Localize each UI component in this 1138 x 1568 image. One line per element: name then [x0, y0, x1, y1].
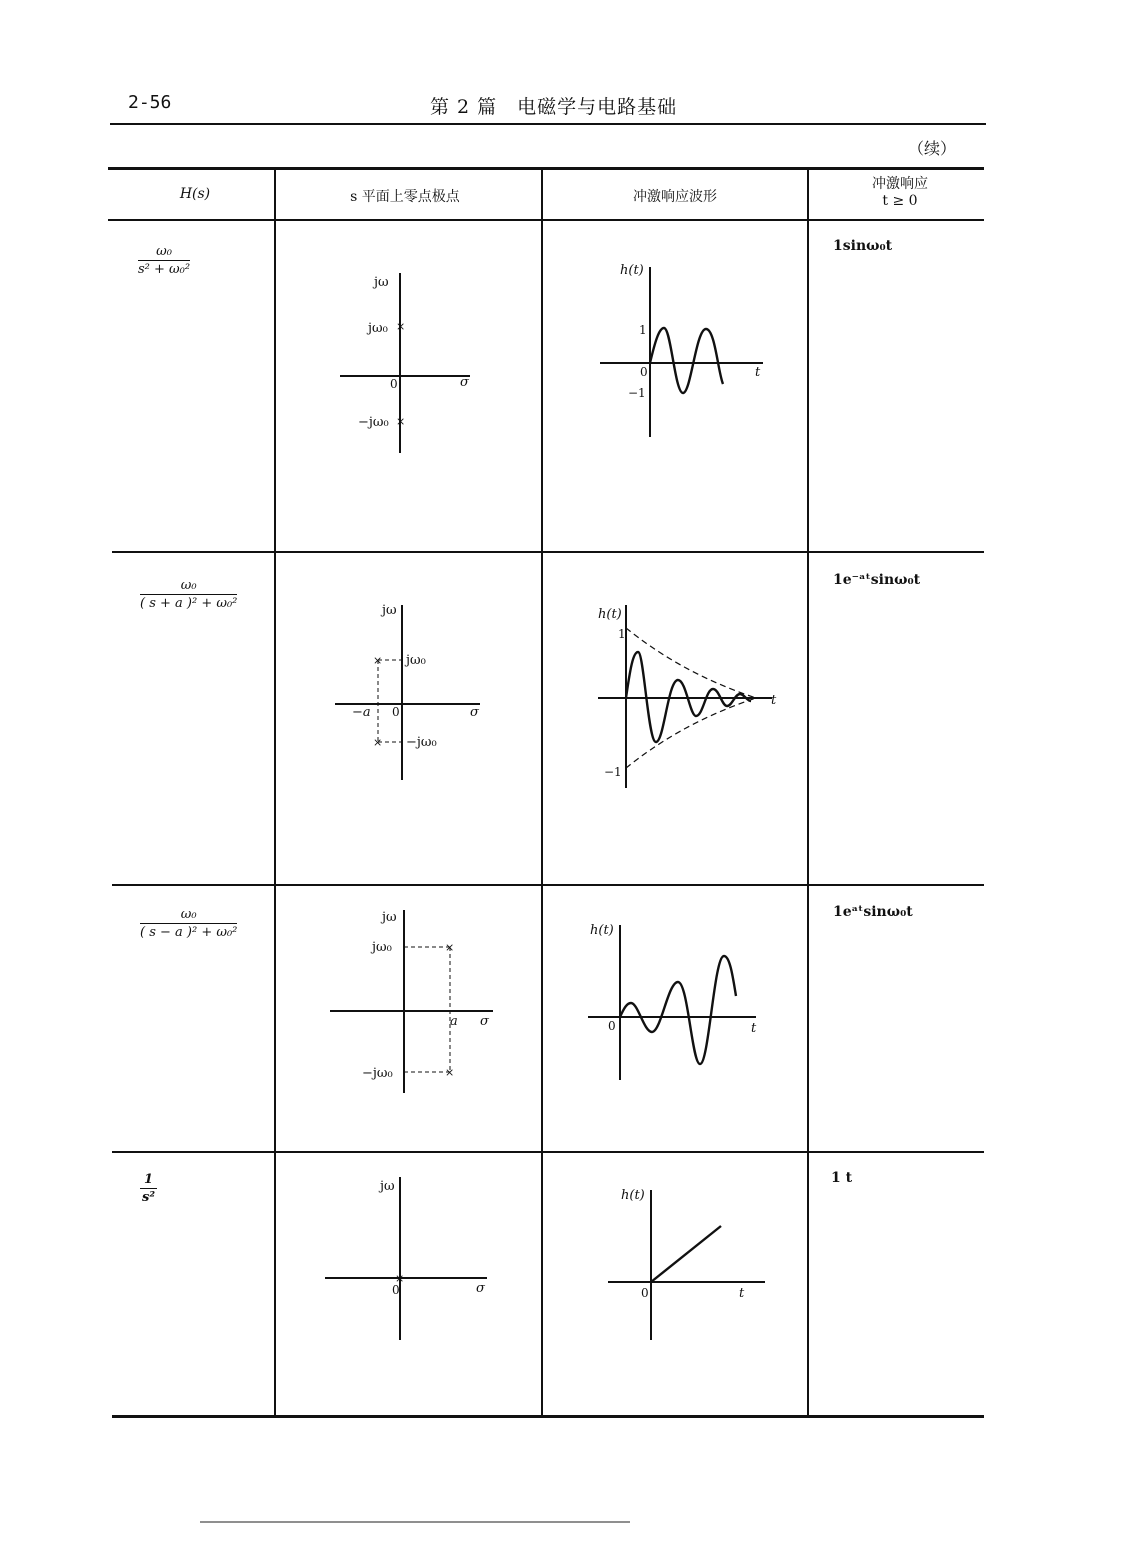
row3-impulse-waveform	[586, 920, 776, 1085]
row4-sigma-label: σ	[476, 1281, 485, 1296]
row3-pole-neg: ×	[445, 1066, 455, 1079]
row3-transfer-function	[140, 907, 237, 940]
col-header-response-range: t ≥ 0	[882, 193, 918, 209]
row2-jw-label: jω	[382, 603, 397, 618]
row1-t-label: t	[755, 365, 761, 380]
row3-growing-sine	[620, 956, 736, 1064]
row4-transfer-function	[140, 1172, 157, 1205]
row3-hs-denominator: ( s − a )² + ω₀²	[140, 925, 238, 940]
row1-origin-label: 0	[390, 377, 398, 391]
col-header-poles-zeros: s 平面上零点极点	[350, 189, 460, 205]
row3-jw-label: jω	[382, 910, 397, 925]
row4-hs-numerator: 1	[140, 1172, 157, 1189]
row4-h-label: h(t)	[621, 1188, 645, 1203]
row2-one-label: 1	[618, 627, 626, 641]
row4-zero-label: 0	[641, 1286, 649, 1300]
table-head-rule	[108, 219, 984, 221]
row1-zero-label: 0	[640, 365, 648, 379]
row1-hs-numerator: ω₀	[138, 244, 190, 261]
continued-label: （续）	[908, 139, 957, 158]
row-rule-2	[112, 884, 984, 886]
row3-a-label: a	[450, 1014, 458, 1029]
row2-pole-pos: ×	[373, 654, 383, 667]
table-bottom-rule	[112, 1415, 984, 1418]
row1-pole-zero-plot	[330, 268, 490, 458]
row1-h-label: h(t)	[620, 263, 644, 278]
scan-artifact-line	[200, 1521, 630, 1523]
row2-hs-numerator: ω₀	[140, 578, 237, 595]
row4-hs-denominator: s²	[142, 1190, 156, 1205]
row3-hs-numerator: ω₀	[140, 907, 237, 924]
row2-pole-zero-plot	[330, 600, 490, 790]
row2-a-label: −a	[352, 705, 371, 720]
row2-minus-one-label: −1	[604, 765, 622, 779]
row2-transfer-function	[140, 578, 237, 611]
col-header-waveform: 冲激响应波形	[633, 189, 717, 205]
col-header-hs: H(s)	[179, 186, 211, 202]
col-header-response-label: 冲激响应	[872, 176, 928, 192]
row4-origin-label: 0	[392, 1283, 400, 1297]
row1-one-label: 1	[639, 323, 647, 337]
page-number: 2-56	[128, 92, 172, 113]
row4-jw-label: jω	[380, 1179, 395, 1194]
row1-sigma-label: σ	[460, 375, 469, 390]
row3-jw0-label: jω₀	[372, 940, 392, 955]
row1-transfer-function	[138, 244, 190, 277]
row4-response: 1 t	[831, 1170, 853, 1186]
row2-sigma-label: σ	[470, 705, 479, 720]
row3-sigma-label: σ	[480, 1014, 489, 1029]
row1-hs-denominator: s² + ω₀²	[138, 262, 191, 277]
row2-origin-label: 0	[392, 705, 400, 719]
row1-neg-jw0-label: −jω₀	[358, 415, 389, 430]
row2-impulse-waveform	[596, 600, 786, 795]
row4-impulse-waveform	[605, 1185, 780, 1345]
header-rule	[110, 123, 986, 125]
row3-h-label: h(t)	[590, 923, 614, 938]
row1-minus-one-label: −1	[628, 386, 646, 400]
row1-pole-pos: ×	[396, 320, 406, 333]
row1-jw0-label: jω₀	[368, 321, 388, 336]
row-rule-1	[112, 551, 984, 553]
row3-pole-pos: ×	[445, 941, 455, 954]
row4-ramp-line	[651, 1226, 721, 1282]
row3-t-label: t	[751, 1021, 757, 1036]
row3-neg-jw0-label: −jω₀	[362, 1066, 393, 1081]
row4-pole-zero-plot	[322, 1172, 497, 1342]
row2-pole-neg: ×	[373, 736, 383, 749]
row1-response: 1sinω₀t	[833, 238, 893, 254]
row4-t-label: t	[739, 1286, 745, 1301]
page-title: 第 2 篇 电磁学与电路基础	[430, 96, 678, 118]
row3-zero-label: 0	[608, 1019, 616, 1033]
row2-t-label: t	[771, 693, 777, 708]
col-rule-3	[807, 169, 809, 1416]
row3-pole-zero-plot	[328, 905, 503, 1095]
row2-response: 1e⁻ᵃᵗsinω₀t	[833, 572, 921, 588]
row2-neg-jw0-label: −jω₀	[406, 735, 437, 750]
table-top-rule	[108, 167, 984, 170]
row4-double-pole: ×	[395, 1272, 405, 1285]
row1-sine-curve	[650, 328, 723, 393]
row2-jw0-label: jω₀	[406, 653, 426, 668]
row3-response: 1eᵃᵗsinω₀t	[833, 904, 913, 920]
row2-h-label: h(t)	[598, 607, 622, 622]
row1-jw-label: jω	[374, 275, 389, 290]
col-rule-1	[274, 169, 276, 1416]
row1-pole-neg: ×	[396, 415, 406, 428]
row-rule-3	[112, 1151, 984, 1153]
row1-impulse-waveform	[595, 262, 775, 442]
row2-hs-denominator: ( s + a )² + ω₀²	[140, 596, 238, 611]
col-rule-2	[541, 169, 543, 1416]
col-header-response	[820, 176, 980, 210]
